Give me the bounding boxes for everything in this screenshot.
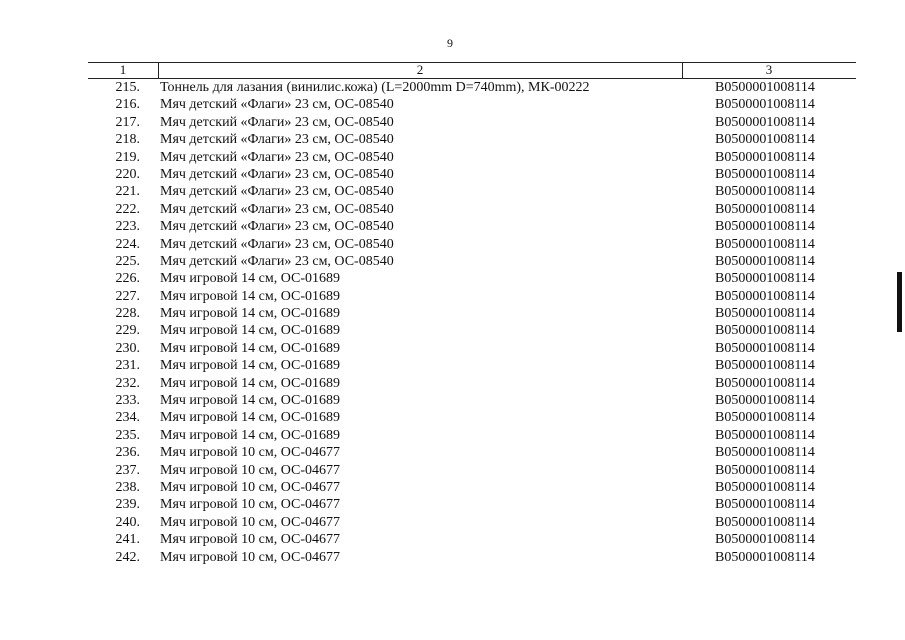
table-row [88,479,856,496]
table-row [88,236,856,253]
row-number: 236. [115,445,140,461]
table-row [88,531,856,548]
table-row [88,114,856,131]
row-item-name: Мяч игровой 14 см, ОС-01689 [160,427,341,443]
row-account-code: B0500001008114 [715,271,815,287]
row-account-code: B0500001008114 [715,375,815,391]
row-number: 218. [115,132,140,148]
row-number: 226. [115,271,140,287]
row-item-name: Мяч игровой 14 см, ОС-01689 [160,288,341,304]
row-number: 242. [115,549,140,565]
row-number: 227. [115,288,140,304]
row-item-name: Мяч детский «Флаги» 23 см, ОС-08540 [160,114,394,130]
row-account-code: B0500001008114 [715,288,815,304]
table-row [88,166,856,183]
row-item-name: Мяч игровой 14 см, ОС-01689 [160,375,341,391]
row-number: 232. [115,375,140,391]
row-item-name: Мяч детский «Флаги» 23 см, ОС-08540 [160,166,394,182]
row-account-code: B0500001008114 [715,306,815,322]
row-account-code: B0500001008114 [715,132,815,148]
row-item-name: Мяч детский «Флаги» 23 см, ОС-08540 [160,132,394,148]
row-item-name: Мяч игровой 14 см, ОС-01689 [160,410,341,426]
table-header [88,62,856,79]
row-item-name: Мяч игровой 14 см, ОС-01689 [160,323,341,339]
row-item-name: Мяч игровой 10 см, ОС-04677 [160,479,341,495]
row-number: 217. [115,114,140,130]
row-account-code: B0500001008114 [715,393,815,409]
row-number: 239. [115,497,140,513]
row-account-code: B0500001008114 [715,358,815,374]
row-item-name: Мяч игровой 14 см, ОС-01689 [160,340,341,356]
row-item-name: Мяч детский «Флаги» 23 см, ОС-08540 [160,97,394,113]
table-row [88,253,856,270]
table-row [88,270,856,287]
row-number: 237. [115,462,140,478]
table-row [88,201,856,218]
header-col-code: 3 [765,62,773,77]
row-account-code: B0500001008114 [715,80,815,95]
row-number: 229. [115,323,140,339]
row-account-code: B0500001008114 [715,184,815,200]
table-row [88,288,856,305]
row-item-name: Мяч игровой 14 см, ОС-01689 [160,271,341,287]
table-row [88,340,856,357]
table-row [88,444,856,461]
row-account-code: B0500001008114 [715,253,815,269]
row-account-code: B0500001008114 [715,497,815,513]
row-item-name: Мяч игровой 14 см, ОС-01689 [160,306,341,322]
row-number: 215. [115,80,140,95]
table-row [88,392,856,409]
table-body [88,79,856,566]
table-row [88,131,856,148]
row-number: 233. [115,393,140,409]
header-col-name: 2 [158,63,683,78]
row-account-code: B0500001008114 [715,427,815,443]
table-row [88,496,856,513]
row-item-name: Мяч детский «Флаги» 23 см, ОС-08540 [160,149,394,165]
row-number: 235. [115,427,140,443]
row-account-code: B0500001008114 [715,201,815,217]
row-number: 225. [115,253,140,269]
row-item-name: Тоннель для лазания (винилис.кожа) (L=2000mm D=740mm), МК-00222 [160,80,590,95]
row-item-name: Мяч игровой 10 см, ОС-04677 [160,462,341,478]
table-row [88,322,856,339]
row-number: 223. [115,219,140,235]
row-account-code: B0500001008114 [715,166,815,182]
row-number: 231. [115,358,140,374]
row-item-name: Мяч игровой 10 см, ОС-04677 [160,532,341,548]
row-number: 216. [115,97,140,113]
table-row [88,549,856,566]
row-number: 228. [115,306,140,322]
row-item-name: Мяч игровой 14 см, ОС-01689 [160,358,341,374]
row-item-name: Мяч детский «Флаги» 23 см, ОС-08540 [160,219,394,235]
row-item-name: Мяч игровой 10 см, ОС-04677 [160,549,341,565]
table-row [88,305,856,322]
table-row [88,357,856,374]
table-row [88,79,856,96]
row-number: 220. [115,166,140,182]
row-item-name: Мяч игровой 10 см, ОС-04677 [160,514,341,530]
row-number: 221. [115,184,140,200]
row-number: 224. [115,236,140,252]
page-number: 9 [447,36,453,50]
row-item-name: Мяч игровой 14 см, ОС-01689 [160,393,341,409]
table-row [88,409,856,426]
table-row [88,462,856,479]
table-row [88,149,856,166]
row-account-code: B0500001008114 [715,462,815,478]
header-col-number: 1 [88,63,159,78]
table-row [88,218,856,235]
row-number: 238. [115,479,140,495]
row-account-code: B0500001008114 [715,236,815,252]
row-account-code: B0500001008114 [715,445,815,461]
row-account-code: B0500001008114 [715,549,815,565]
row-number: 222. [115,201,140,217]
row-number: 234. [115,410,140,426]
row-item-name: Мяч детский «Флаги» 23 см, ОС-08540 [160,236,394,252]
table-row [88,183,856,200]
row-item-name: Мяч детский «Флаги» 23 см, ОС-08540 [160,184,394,200]
table-row [88,96,856,113]
row-account-code: B0500001008114 [715,323,815,339]
row-number: 240. [115,514,140,530]
row-account-code: B0500001008114 [715,532,815,548]
row-item-name: Мяч детский «Флаги» 23 см, ОС-08540 [160,201,394,217]
row-number: 241. [115,532,140,548]
row-account-code: B0500001008114 [715,410,815,426]
table-row [88,375,856,392]
row-account-code: B0500001008114 [715,479,815,495]
row-account-code: B0500001008114 [715,219,815,235]
table-row [88,427,856,444]
table-row [88,514,856,531]
row-account-code: B0500001008114 [715,340,815,356]
row-number: 230. [115,340,140,356]
row-account-code: B0500001008114 [715,149,815,165]
row-item-name: Мяч игровой 10 см, ОС-04677 [160,445,341,461]
inventory-table [88,62,856,566]
row-account-code: B0500001008114 [715,97,815,113]
row-item-name: Мяч детский «Флаги» 23 см, ОС-08540 [160,253,394,269]
row-item-name: Мяч игровой 10 см, ОС-04677 [160,497,341,513]
scan-edge-mark [897,272,902,332]
row-number: 219. [115,149,140,165]
row-account-code: B0500001008114 [715,514,815,530]
row-account-code: B0500001008114 [715,114,815,130]
